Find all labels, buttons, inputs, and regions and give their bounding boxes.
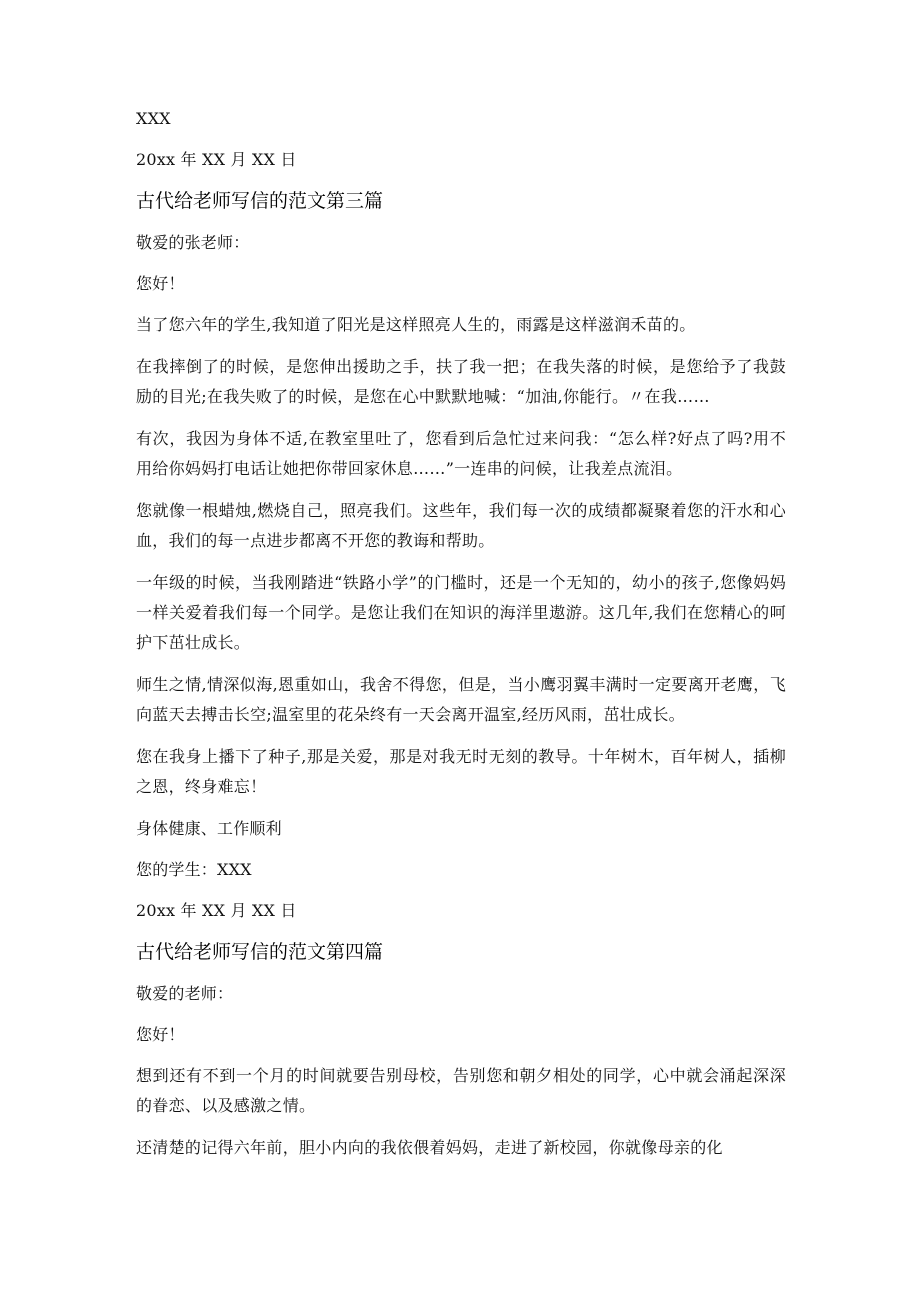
section-3-wish: 身体健康、工作顺利	[136, 819, 282, 838]
section-3-greeting: 您好！	[136, 274, 185, 293]
section-3-paragraph-5: 一年级的时候，当我刚踏进“铁路小学”的门槛时，还是一个无知的，幼小的孩子,您像妈妈一样关爱着我们每一个同学。是您让我们在知识的海洋里遨游。这几年,我们在您精心的呵护下茁壮成长。	[136, 573, 786, 652]
section-3-signature: 您的学生：XXX	[136, 860, 252, 879]
previous-date: 20xx 年 XX 月 XX 日	[136, 150, 297, 169]
document-page	[136, 104, 786, 1175]
section-3-paragraph-7: 您在我身上播下了种子,那是关爱，那是对我无时无刻的教导。十年树木，百年树人，插柳之恩，终身难忘！	[136, 747, 786, 796]
section-4-salutation: 敬爱的老师：	[136, 984, 234, 1003]
section-3-date: 20xx 年 XX 月 XX 日	[136, 901, 297, 920]
section-3-paragraph-3: 有次，我因为身体不适,在教室里吐了，您看到后急忙过来问我：“怎么样?好点了吗?用不用给你妈妈打电话让她把你带回家休息……”一连串的问候，让我差点流泪。	[136, 429, 786, 478]
section-3-title: 古代给老师写信的范文第三篇	[136, 190, 384, 212]
section-3-salutation: 敬爱的张老师：	[136, 233, 250, 252]
section-4-title: 古代给老师写信的范文第四篇	[136, 941, 384, 963]
section-4-paragraph-2: 还清楚的记得六年前，胆小内向的我依偎着妈妈，走进了新校园，你就像母亲的化	[136, 1138, 723, 1157]
section-3-paragraph-2: 在我摔倒了的时候，是您伸出援助之手，扶了我一把；在我失落的时候，是您给予了我鼓励的目光;在我失败了的时候，是您在心中默默地喊：“加油,你能行。〃在我……	[136, 357, 786, 406]
section-4-greeting: 您好！	[136, 1025, 185, 1044]
section-3-paragraph-4: 您就像一根蜡烛,燃烧自己，照亮我们。这些年，我们每一次的成绩都凝聚着您的汗水和心血，我们的每一点进步都离不开您的教诲和帮助。	[136, 501, 786, 550]
previous-signature: XXX	[136, 109, 171, 128]
section-3-paragraph-6: 师生之情,情深似海,恩重如山，我舍不得您，但是，当小鹰羽翼丰满时一定要离开老鹰，飞向蓝天去搏击长空;温室里的花朵终有一天会离开温室,经历风雨，茁壮成长。	[136, 675, 786, 724]
section-4-paragraph-1: 想到还有不到一个月的时间就要告别母校，告别您和朝夕相处的同学，心中就会涌起深深的眷恋、以及感激之情。	[136, 1066, 786, 1115]
section-3-paragraph-1: 当了您六年的学生,我知道了阳光是这样照亮人生的，雨露是这样滋润禾苗的。	[136, 315, 696, 334]
